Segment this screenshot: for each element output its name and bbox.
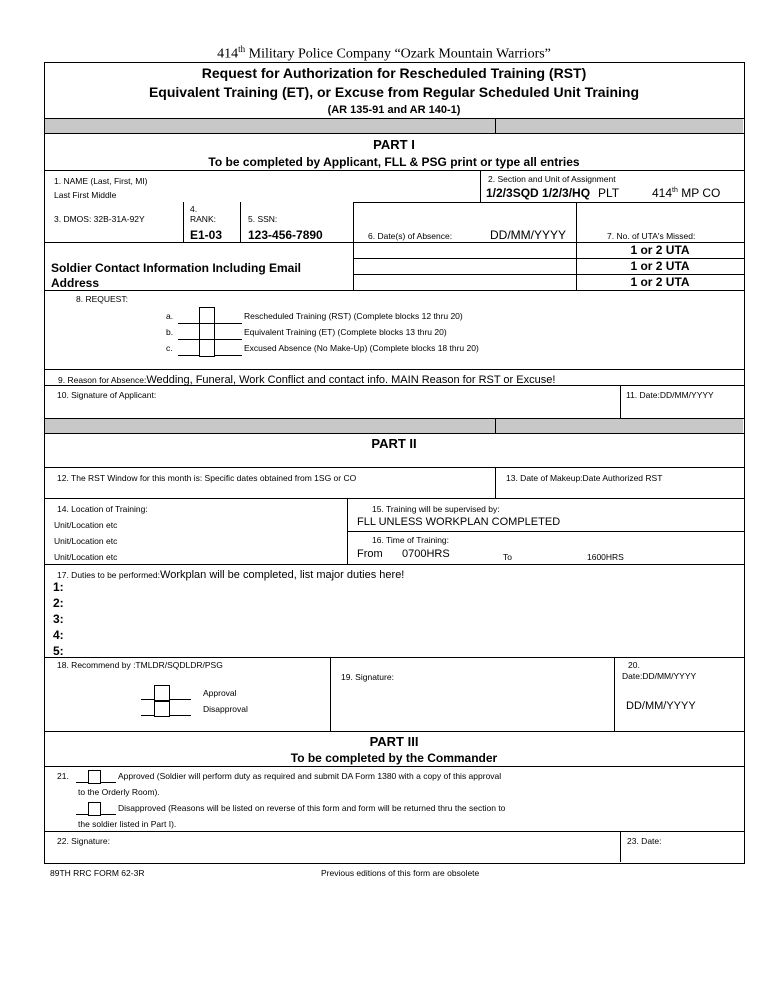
uta-value-3[interactable]: 1 or 2 UTA bbox=[630, 275, 690, 289]
item-21-number: 21. bbox=[57, 771, 69, 781]
rank-field[interactable]: E1-03 bbox=[190, 228, 223, 242]
duty-4[interactable]: 4: bbox=[53, 628, 64, 642]
time-from-field[interactable]: 0700HRS bbox=[402, 548, 450, 560]
approved-text-1: Approved (Soldier will perform duty as required and submit DA Form 1380 with a copy of this approval bbox=[118, 771, 502, 781]
rank-label: RANK: bbox=[190, 214, 216, 224]
unit-suffix: MP CO bbox=[677, 186, 721, 200]
contact-label-2: Address bbox=[51, 276, 100, 290]
approval-checkbox[interactable] bbox=[154, 685, 170, 701]
rst-window-label: 12. The RST Window for this month is: Specific dates obtained from 1SG or CO bbox=[57, 473, 357, 483]
option-c-letter: c. bbox=[166, 343, 173, 353]
rank-number: 4. bbox=[190, 204, 198, 214]
ssn-label: 5. SSN: bbox=[248, 214, 278, 224]
divider-band-2 bbox=[45, 419, 743, 433]
company-suffix: Military Police Company “Ozark Mountain Warriors” bbox=[245, 46, 551, 62]
reason-field[interactable]: Wedding, Funeral, Work Conflict and contact info. MAIN Reason for RST or Excuse! bbox=[146, 374, 556, 386]
disapproved-text-1: Disapproved (Reasons will be listed on reverse of this form and form will be returned thru the section to bbox=[118, 803, 506, 813]
option-b-text: Equivalent Training (ET) (Complete blocks 13 thru 20) bbox=[244, 327, 447, 337]
date-20-field[interactable]: DD/MM/YYYY bbox=[626, 700, 696, 712]
form-title-1: Request for Authorization for Rescheduled Training (RST) bbox=[201, 65, 587, 81]
dmos-label: 3. DMOS: 32B-31A-92Y bbox=[54, 214, 145, 224]
name-field[interactable]: Last First Middle bbox=[54, 190, 117, 200]
duty-1[interactable]: 1: bbox=[53, 580, 64, 594]
time-to-label: To bbox=[503, 552, 512, 562]
part1-subtitle: To be completed by Applicant, FLL & PSG print or type all entries bbox=[208, 155, 580, 169]
name-label: 1. NAME (Last, First, MI) bbox=[54, 176, 148, 186]
applicant-signature-label: 10. Signature of Applicant: bbox=[57, 390, 157, 400]
supervised-label: 15. Training will be supervised by: bbox=[372, 504, 500, 514]
makeup-date-label: 13. Date of Makeup:Date Authorized RST bbox=[506, 473, 663, 483]
duty-2[interactable]: 2: bbox=[53, 596, 64, 610]
time-to-field[interactable]: 1600HRS bbox=[587, 552, 624, 562]
contact-label: Soldier Contact Information Including Email bbox=[51, 261, 302, 275]
option-a-letter: a. bbox=[166, 311, 174, 321]
uta-value-1[interactable]: 1 or 2 UTA bbox=[630, 243, 690, 257]
company-header bbox=[0, 44, 768, 63]
applicant-date-label: 11. Date:DD/MM/YYYY bbox=[626, 390, 714, 400]
option-c-checkbox[interactable] bbox=[199, 339, 215, 357]
location-1[interactable]: Unit/Location etc bbox=[54, 520, 118, 530]
utas-label: 7. No. of UTA's Missed: bbox=[607, 231, 696, 241]
location-label: 14. Location of Training: bbox=[57, 504, 148, 514]
recommend-label: 18. Recommend by :TMLDR/SQDLDR/PSG bbox=[57, 660, 223, 670]
time-from-label: From bbox=[357, 548, 383, 560]
date-20-number: 20. bbox=[628, 660, 640, 670]
section-field[interactable]: 1/2/3SQD 1/2/3/HQ bbox=[486, 186, 591, 200]
form-reference: (AR 135-91 and AR 140-1) bbox=[327, 104, 461, 116]
duties-field[interactable]: Workplan will be completed, list major duties here! bbox=[160, 569, 405, 581]
unit-prefix: 414 bbox=[652, 186, 673, 200]
signature-22-label: 22. Signature: bbox=[57, 836, 110, 846]
duty-3[interactable]: 3: bbox=[53, 612, 64, 626]
dates-field[interactable]: DD/MM/YYYY bbox=[490, 228, 567, 242]
location-3[interactable]: Unit/Location etc bbox=[54, 552, 118, 562]
approval-label: Approval bbox=[203, 688, 237, 698]
part3-title: PART III bbox=[369, 734, 419, 749]
form-title-2: Equivalent Training (ET), or Excuse from Regular Scheduled Unit Training bbox=[148, 84, 640, 100]
option-a-text: Rescheduled Training (RST) (Complete blocks 12 thru 20) bbox=[244, 311, 463, 321]
divider-band bbox=[45, 119, 743, 133]
obsolete-note: Previous editions of this form are obsolete bbox=[321, 868, 480, 878]
disapproval-checkbox[interactable] bbox=[154, 701, 170, 717]
ssn-field[interactable]: 123-456-7890 bbox=[248, 228, 323, 242]
commander-disapproved-checkbox[interactable] bbox=[88, 802, 101, 816]
reason-label: 9. Reason for Absence: bbox=[58, 375, 147, 385]
disapproval-label: Disapproval bbox=[203, 704, 248, 714]
option-b-letter: b. bbox=[166, 327, 174, 337]
signature-19-label: 19. Signature: bbox=[341, 672, 394, 682]
time-label: 16. Time of Training: bbox=[372, 535, 450, 545]
duties-row bbox=[57, 565, 404, 583]
part2-title: PART II bbox=[371, 436, 417, 451]
section-plt: PLT bbox=[598, 186, 620, 200]
company-prefix: 414 bbox=[217, 46, 239, 62]
section-label: 2. Section and Unit of Assignment bbox=[488, 174, 616, 184]
uta-value-2[interactable]: 1 or 2 UTA bbox=[630, 259, 690, 273]
dates-label: 6. Date(s) of Absence: bbox=[368, 231, 453, 241]
location-2[interactable]: Unit/Location etc bbox=[54, 536, 118, 546]
date-23-label: 23. Date: bbox=[627, 836, 662, 846]
duties-label: 17. Duties to be performed: bbox=[57, 570, 161, 580]
request-label: 8. REQUEST: bbox=[76, 294, 128, 304]
company-sup: th bbox=[238, 44, 246, 54]
option-c-text: Excused Absence (No Make-Up) (Complete blocks 18 thru 20) bbox=[244, 343, 479, 353]
unit-sup: th bbox=[672, 187, 678, 194]
part3-subtitle: To be completed by the Commander bbox=[290, 751, 498, 765]
supervised-field[interactable]: FLL UNLESS WORKPLAN COMPLETED bbox=[357, 516, 561, 528]
unit-field bbox=[652, 186, 720, 200]
disapproved-text-2: the soldier listed in Part I). bbox=[78, 819, 177, 829]
approved-text-2: to the Orderly Room). bbox=[78, 787, 160, 797]
date-20-label: Date:DD/MM/YYYY bbox=[622, 671, 697, 681]
duty-5[interactable]: 5: bbox=[53, 644, 64, 658]
commander-approved-checkbox[interactable] bbox=[88, 770, 101, 784]
form-id: 89TH RRC FORM 62-3R bbox=[50, 868, 145, 878]
part1-title: PART I bbox=[373, 137, 415, 152]
